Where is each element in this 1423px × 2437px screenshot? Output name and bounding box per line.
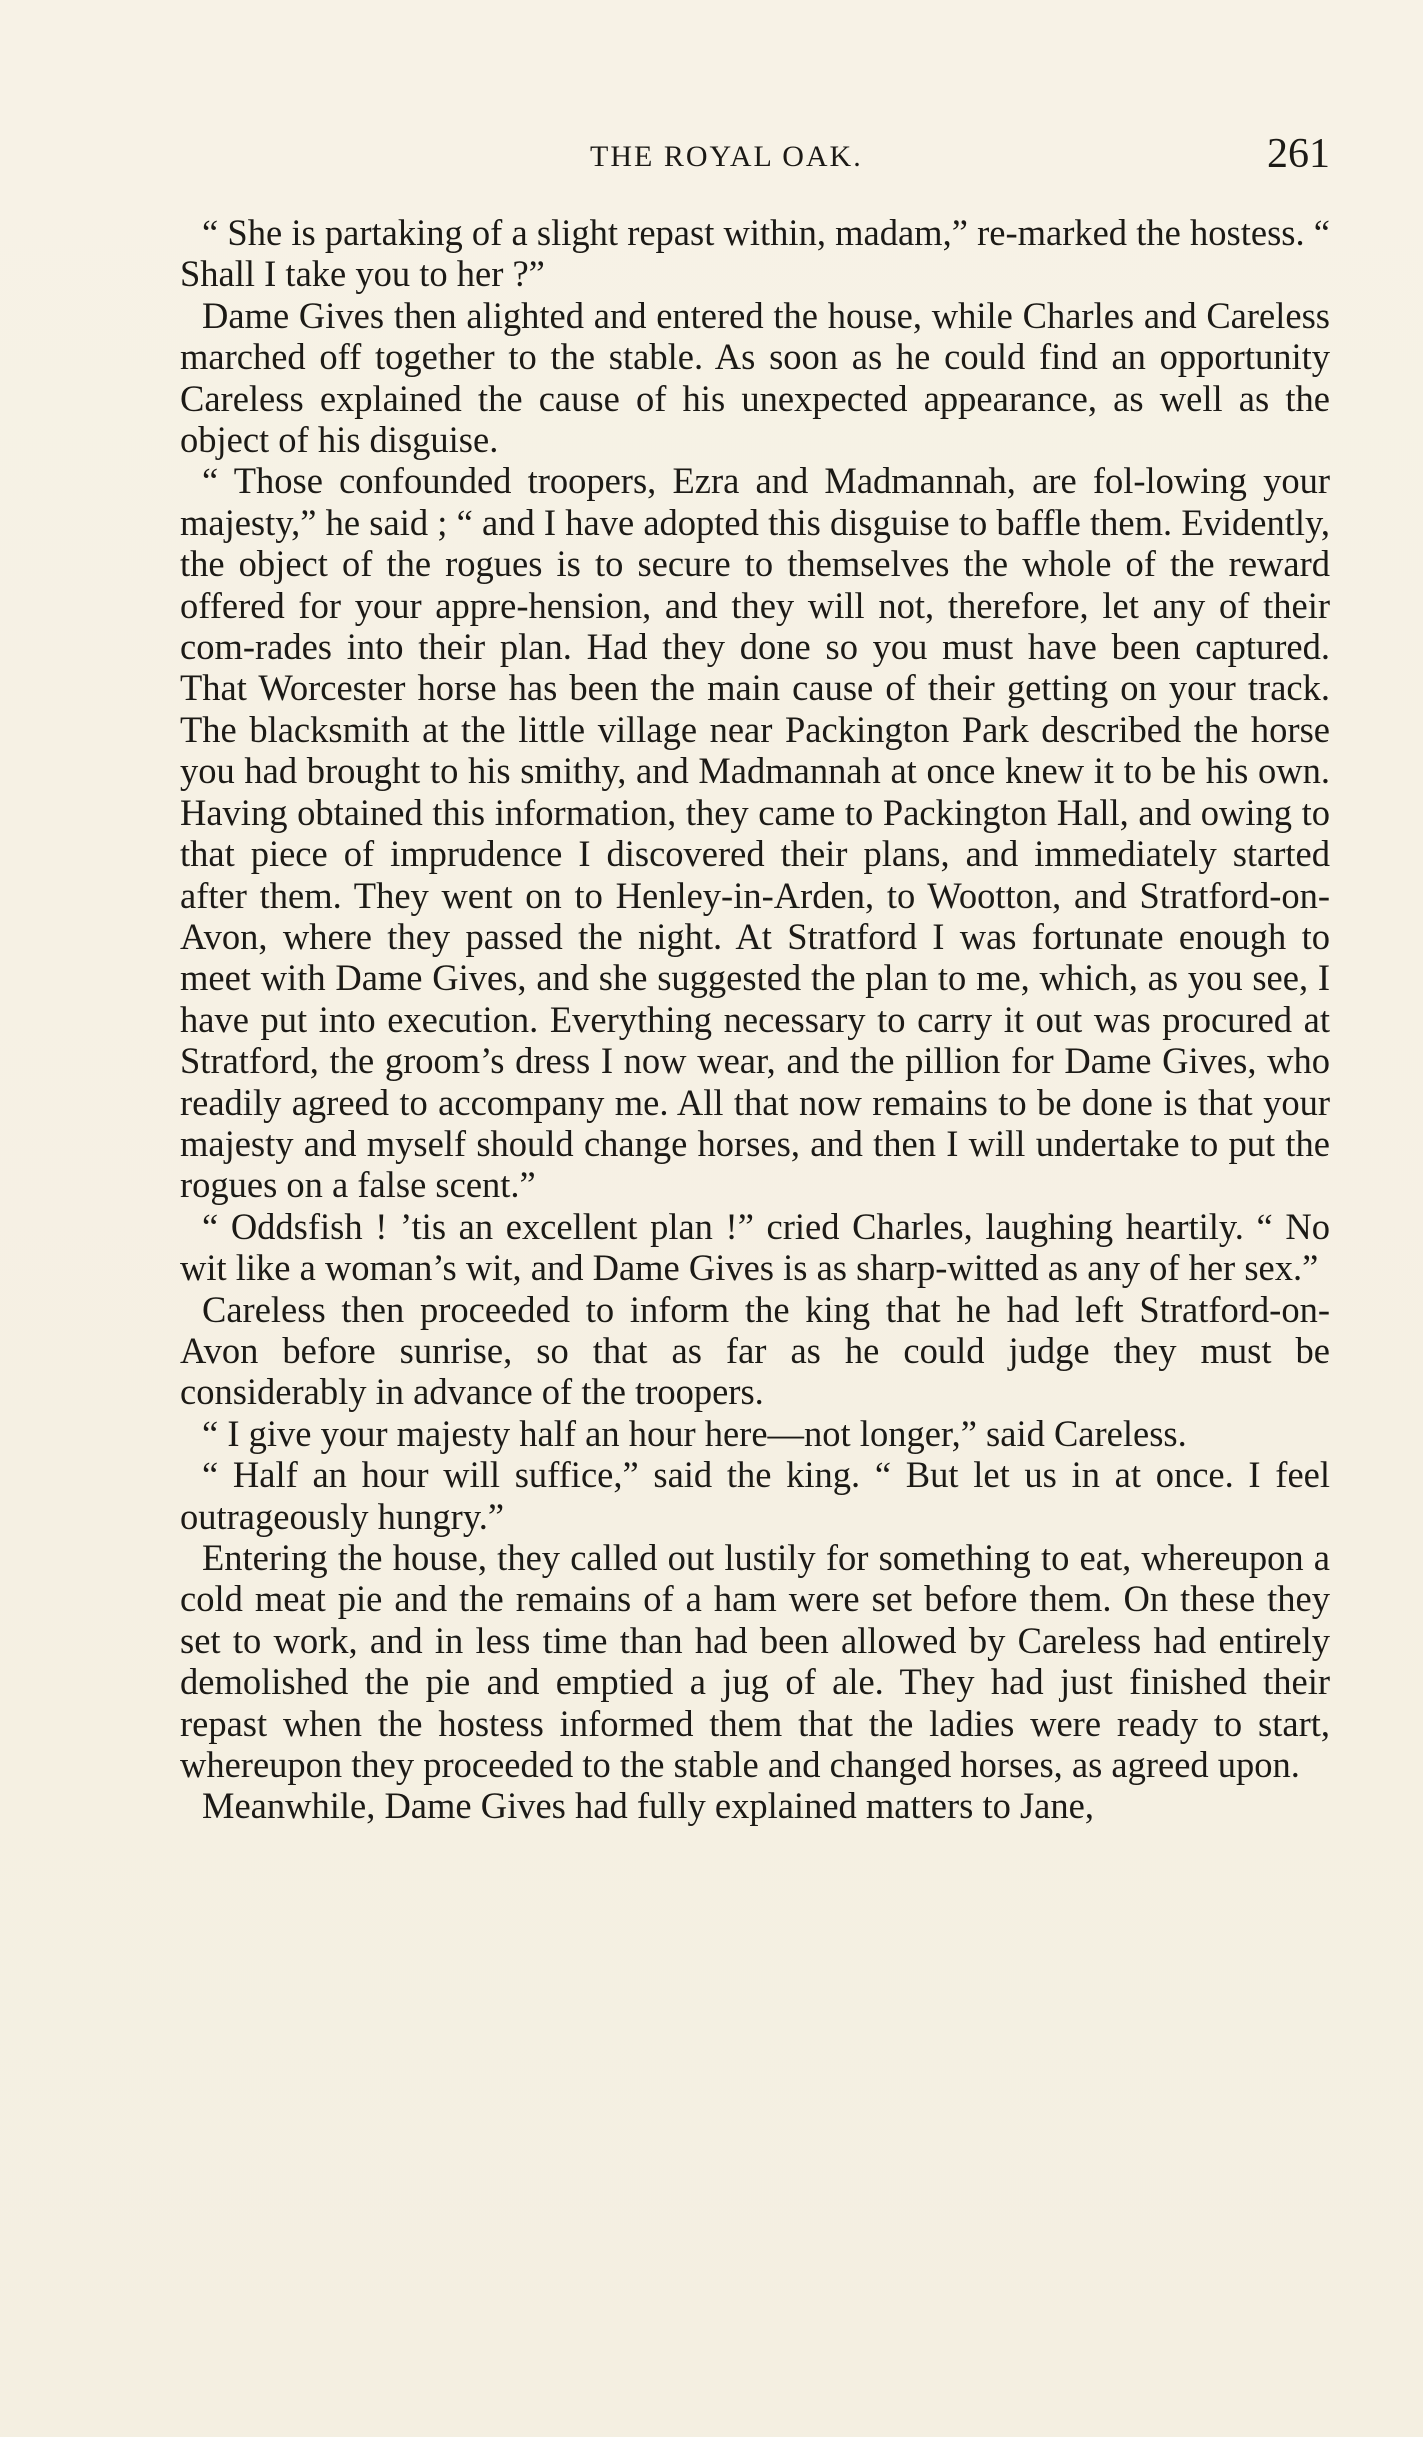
paragraph: “ Half an hour will suffice,” said the king. “ But let us in at once. I feel outrageously hungry.” — [180, 1454, 1330, 1537]
paragraph: Entering the house, they called out lustily for something to eat, whereupon a cold meat pie and the remains of a ham were set before them. On these they set to work, and in less time than had been allowed by Careless had entirely demolished the pie and emptied a jug of ale. They had just finished their repast when the hostess informed them that the ladies were ready to start, whereupon they proceeded to the stable and changed horses, as agreed upon. — [180, 1537, 1330, 1786]
paragraph: Meanwhile, Dame Gives had fully explained matters to Jane, — [202, 1785, 1094, 1827]
body-text — [180, 212, 1330, 1827]
page-number: 261 — [1267, 131, 1330, 177]
paragraph: “ I give your majesty half an hour here—not longer,” said Careless. — [202, 1412, 1187, 1454]
running-head: THE ROYAL OAK. — [590, 140, 863, 173]
paragraph: Dame Gives then alighted and entered the house, while Charles and Careless marched off together to the stable. As soon as he could find an opportunity Careless explained the cause of his unexpected appearance, as well as the object of his disguise. — [180, 294, 1330, 461]
page-header — [180, 128, 1330, 188]
paragraph: Careless then proceeded to inform the king that he had left Stratford-on-Avon before sunrise, so that as far as he could judge they must be considerably in advance of the troopers. — [180, 1288, 1330, 1413]
paragraph: “ She is partaking of a slight repast within, madam,” re-marked the hostess. “ Shall I take you to her ?” — [180, 212, 1330, 295]
paragraph: “ Oddsfish ! ’tis an excellent plan !” cried Charles, laughing heartily. “ No wit like a woman’s wit, and Dame Gives is as sharp-witted as any of her sex.” — [180, 1205, 1330, 1289]
paragraph: “ Those confounded troopers, Ezra and Madmannah, are fol-lowing your majesty,” he said ; “ and I have adopted this disguise to baffle them. Evidently, the object of the rogues is to secure to themselves the whole of the reward offered for your appre-hension, and they will not, therefore, let any of their com-rades into their plan. Had they done so you must have been captured. That Worcester horse has been the main cause of their getting on your track. The blacksmith at the little village near Packington Park described the horse you had brought to his smithy, and Madmannah at once knew it to be his own. Having obtained this information, they came to Packington Hall, and owing to that piece of imprudence I discovered their plans, and immediately started after them. They went on to Henley-in-Arden, to Wootton, and Stratford-on-Avon, where they passed the night. At Stratford I was fortunate enough to meet with Dame Gives, and she suggested the plan to me, which, as you see, I have put into execution. Everything necessary to carry it out was procured at Stratford, the groom’s dress I now wear, and the pillion for Dame Gives, who readily agreed to accompany me. All that now remains to be done is that your majesty and myself should change horses, and then I will undertake to put the rogues on a false scent.” — [180, 460, 1330, 1206]
